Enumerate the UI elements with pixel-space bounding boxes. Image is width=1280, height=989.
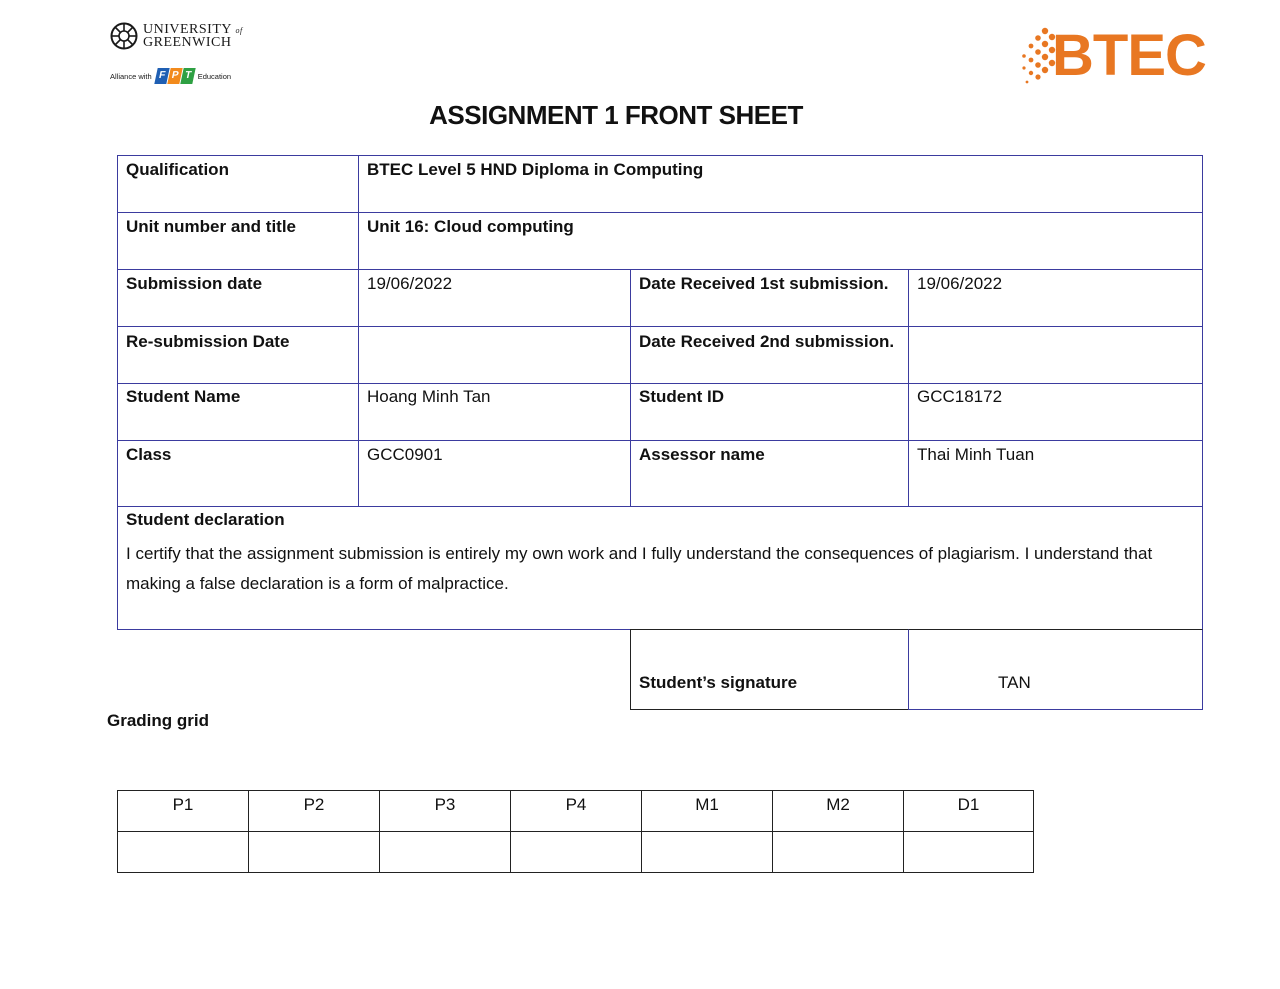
university-logo (110, 20, 250, 92)
student-id-label: Student ID (630, 383, 909, 441)
btec-wordmark: BTEC (1052, 23, 1206, 88)
grade-cell-p4 (510, 831, 642, 873)
grade-header-p4: P4 (510, 790, 642, 832)
received-first-value: 19/06/2022 (908, 269, 1203, 327)
assessor-label: Assessor name (630, 440, 909, 507)
declaration-heading: Student declaration (126, 510, 285, 529)
grade-cell-p1 (117, 831, 249, 873)
alliance-prefix: Alliance with (110, 71, 152, 81)
student-name-value: Hoang Minh Tan (358, 383, 631, 441)
grading-grid-label: Grading grid (107, 711, 209, 730)
resubmission-label: Re-submission Date (117, 326, 359, 384)
alliance-suffix: Education (197, 71, 232, 81)
grade-cell-m1 (641, 831, 773, 873)
page-title: ASSIGNMENT 1 FRONT SHEET (429, 100, 803, 130)
unit-value: Unit 16: Cloud computing (358, 212, 1203, 270)
student-id-value: GCC18172 (908, 383, 1203, 441)
grade-cell-d1 (903, 831, 1034, 873)
grade-header-p3: P3 (379, 790, 511, 832)
fpt-letter-p: P (167, 68, 182, 84)
btec-logo (1018, 23, 1213, 88)
grade-cell-m2 (772, 831, 904, 873)
alliance-line (110, 68, 231, 84)
fpt-letter-t: T (180, 68, 195, 84)
fpt-letter-f: F (154, 68, 169, 84)
resubmission-value (358, 326, 631, 384)
qualification-label: Qualification (117, 155, 359, 213)
class-value: GCC0901 (358, 440, 631, 507)
received-first-label: Date Received 1st submission. (630, 269, 909, 327)
grade-cell-p2 (248, 831, 380, 873)
university-name-line1: UNIVERSITY of (143, 22, 243, 37)
grade-header-p2: P2 (248, 790, 380, 832)
university-crest-icon (110, 22, 138, 50)
grade-header-m2: M2 (772, 790, 904, 832)
university-name-line2: GREENWICH (143, 35, 232, 50)
fpt-logo (156, 68, 194, 84)
assessor-value: Thai Minh Tuan (908, 440, 1203, 507)
declaration-text: I certify that the assignment submission is entirely my own work and I fully understand the consequences of plagiarism. I understand that making a false declaration is a form of malpractice. (126, 544, 1153, 593)
qualification-value: BTEC Level 5 HND Diploma in Computing (358, 155, 1203, 213)
grade-cell-p3 (379, 831, 511, 873)
grade-header-p1: P1 (117, 790, 249, 832)
student-name-label: Student Name (117, 383, 359, 441)
submission-date-value: 19/06/2022 (358, 269, 631, 327)
grade-header-d1: D1 (903, 790, 1034, 832)
received-second-label: Date Received 2nd submission. (630, 326, 909, 384)
student-declaration (117, 506, 1203, 630)
signature-value: TAN (908, 629, 1203, 710)
received-second-value (908, 326, 1203, 384)
submission-date-label: Submission date (117, 269, 359, 327)
grade-header-m1: M1 (641, 790, 773, 832)
class-label: Class (117, 440, 359, 507)
unit-label: Unit number and title (117, 212, 359, 270)
signature-label: Student’s signature (630, 629, 909, 710)
